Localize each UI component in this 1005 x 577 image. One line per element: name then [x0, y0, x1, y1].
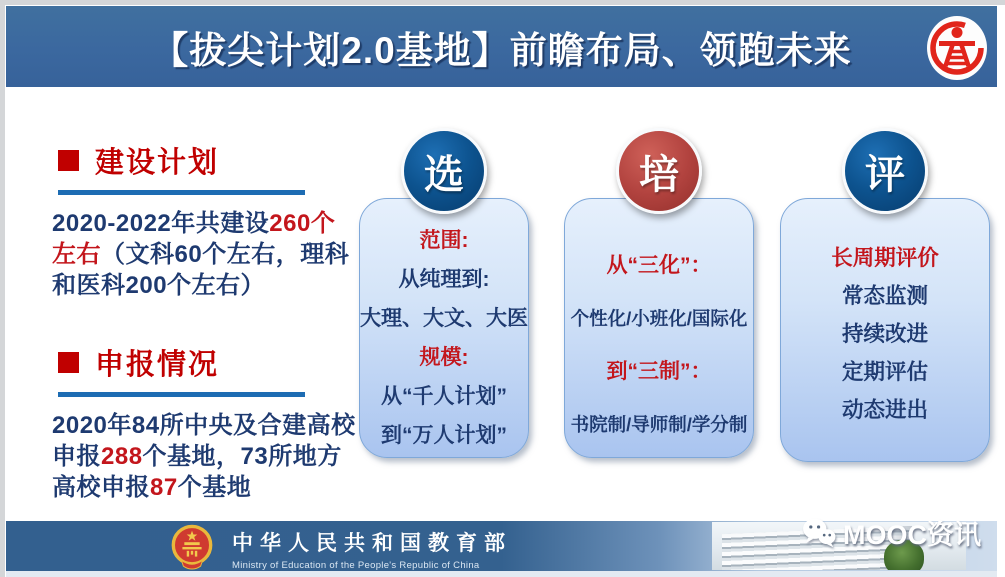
section-construction-plan	[52, 140, 358, 301]
red-square-bullet-icon	[58, 352, 79, 373]
section-paragraph	[52, 410, 358, 503]
badge-select: 选	[401, 128, 487, 214]
card-line: 持续改进	[841, 322, 928, 346]
slide-title: 【拔尖计划2.0基地】前瞻布局、领跑未来	[151, 29, 852, 71]
card-line: 书院制/导师制/学分制	[570, 414, 748, 435]
section-paragraph	[52, 208, 358, 301]
card-line: 长周期评价	[831, 246, 939, 270]
card-line: 从“三化”：	[606, 254, 712, 277]
section-heading	[52, 342, 358, 383]
section-divider	[58, 392, 305, 397]
title-bar	[6, 6, 997, 87]
national-emblem-icon	[170, 524, 214, 570]
section-divider	[58, 190, 305, 195]
moe-seal-icon	[926, 15, 988, 81]
text-segment-highlight: 260个左右	[52, 210, 336, 268]
badge-evaluate: 评	[842, 128, 928, 214]
card-body	[781, 239, 989, 429]
card-line: 动态进出	[841, 398, 928, 422]
card-line: 规模:	[419, 346, 469, 369]
section-heading	[52, 140, 358, 181]
card-evaluate	[780, 152, 990, 462]
left-panel	[52, 140, 358, 503]
ministry-name-cn: 中华人民共和国教育部	[232, 531, 512, 555]
screenshot-edge-bottom	[6, 571, 997, 577]
card-line: 到“三制”：	[606, 360, 712, 383]
card-select	[359, 152, 529, 458]
card-cultivate	[564, 152, 754, 458]
section-title: 建设计划	[95, 147, 220, 179]
text-segment: 个基地	[177, 474, 252, 501]
wechat-account-name: MOOC资讯	[843, 520, 981, 550]
screenshot-edge-top	[0, 0, 1005, 5]
red-square-bullet-icon	[58, 150, 79, 171]
footer-bar	[6, 521, 997, 571]
card-line: 定期评估	[841, 360, 928, 384]
card-line: 大理、大文、大医	[360, 307, 528, 330]
wechat-account-row	[802, 513, 981, 552]
card-body	[565, 239, 753, 451]
badge-cultivate: 培	[616, 128, 702, 214]
section-application-status	[52, 342, 358, 503]
text-segment-highlight: 288	[101, 443, 143, 470]
card-line: 个性化/小班化/国际化	[570, 308, 748, 329]
text-segment: 个基地，73所地方高校申报	[52, 443, 342, 501]
text-segment: （文科60个左右，理科和医科200个左右）	[52, 241, 350, 299]
card-line: 从纯理到:	[398, 268, 490, 291]
text-segment: 2020年84所中央及合建高校申报	[52, 412, 356, 470]
text-segment: 2020-2022年共建设	[52, 210, 270, 237]
card-body	[360, 221, 528, 455]
card-line: 常态监测	[841, 284, 928, 308]
card-line: 从“千人计划”	[381, 385, 507, 408]
text-segment-highlight: 87	[150, 474, 178, 501]
card-line: 到“万人计划”	[381, 424, 507, 447]
wechat-icon	[802, 517, 836, 549]
ministry-block	[232, 527, 512, 571]
screenshot-edge-left	[0, 0, 5, 577]
card-line: 范围:	[419, 229, 469, 252]
section-title: 申报情况	[95, 349, 220, 381]
ministry-name-en: Ministry of Education of the People's Republic of China	[232, 560, 480, 571]
